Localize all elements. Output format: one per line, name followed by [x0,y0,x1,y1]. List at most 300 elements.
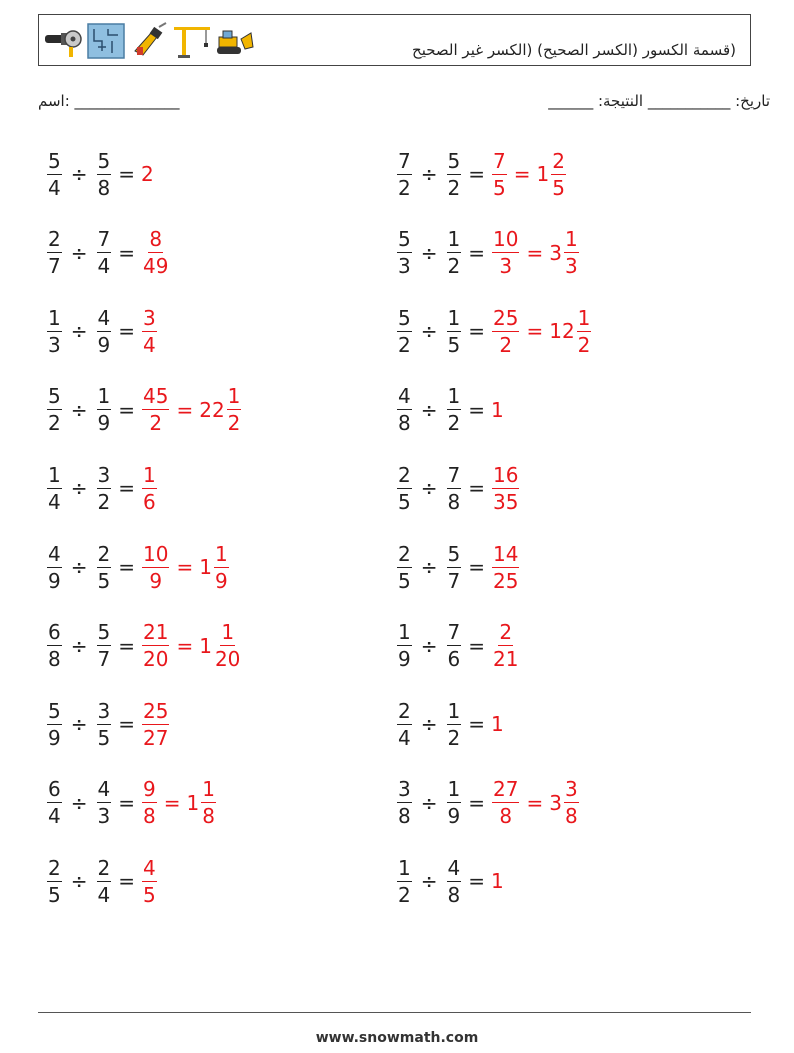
denominator: 7 [447,568,461,593]
equals-sign: = [118,397,135,422]
answer-integer: 1 [491,397,504,422]
problem-row [396,144,567,204]
answer-fraction [142,383,169,436]
denominator: 8 [398,411,411,436]
problem-row [396,380,504,440]
mixed-fraction [227,383,242,436]
problem-row [396,616,520,676]
denominator: 9 [214,568,228,593]
denominator: 9 [48,568,61,593]
dividend-fraction [397,148,412,201]
mixed-whole: 22 [199,397,225,422]
divisor-fraction [447,383,462,436]
dividend-fraction [47,541,62,594]
problem-row [396,458,520,518]
denominator: 5 [97,725,111,750]
numerator: 5 [48,384,61,409]
numerator: 1 [447,384,461,409]
answer [141,776,217,829]
divisor-fraction [97,855,112,908]
drill-icon [129,21,169,61]
denominator: 7 [97,647,111,672]
dividend-fraction [47,305,62,358]
dividend-fraction [397,226,412,279]
mixed-fraction [214,619,241,672]
dividend-fraction [397,305,412,358]
equals-sign: = [526,319,544,344]
denominator: 21 [493,647,519,672]
numerator: 45 [143,384,169,409]
answer-fraction [142,226,169,279]
numerator: 9 [143,777,156,802]
answer-fraction [492,462,519,515]
dividend-fraction [47,462,62,515]
numerator: 1 [398,620,411,645]
denominator: 4 [48,489,61,514]
denominator: 8 [398,804,411,829]
divide-sign: ÷ [70,319,88,344]
answer [141,619,242,672]
denominator: 9 [447,804,461,829]
crane-icon [172,21,212,61]
answer-fraction [142,619,169,672]
divide-sign: ÷ [420,476,438,501]
numerator: 7 [398,148,411,173]
equals-sign: = [118,240,135,265]
denominator: 3 [398,254,411,279]
denominator: 5 [447,332,461,357]
divide-sign: ÷ [420,712,438,737]
numerator: 2 [398,541,411,566]
denominator: 2 [97,489,111,514]
footer-divider [38,1012,751,1013]
numerator: 2 [97,855,111,880]
answer [141,855,158,908]
divisor-fraction [97,541,112,594]
problem-row [46,458,158,518]
equals-sign: = [176,397,194,422]
dividend-fraction [397,541,412,594]
answer [141,383,242,436]
denominator: 20 [143,647,169,672]
denominator: 8 [447,882,461,907]
numerator: 10 [143,541,169,566]
denominator: 3 [97,804,111,829]
numerator: 1 [143,462,156,487]
equals-sign: = [513,162,531,186]
problem-row [46,223,170,283]
equals-sign: = [118,790,135,815]
answer [141,305,158,358]
problem-row [46,301,158,361]
divide-sign: ÷ [420,790,438,815]
answer-fraction [142,541,169,594]
denominator: 8 [564,804,578,829]
answer [491,305,592,358]
answer-fraction [492,541,519,594]
problem-row [46,616,242,676]
divisor-fraction [97,226,112,279]
denominator: 5 [48,882,61,907]
numerator: 2 [552,148,565,173]
equals-sign: = [526,240,544,265]
numerator: 2 [48,227,61,252]
numerator: 4 [447,855,461,880]
numerator: 2 [499,620,513,645]
numerator: 6 [48,620,61,645]
mixed-whole: 1 [199,555,212,579]
mixed-whole: 1 [536,162,550,186]
divisor-fraction [97,462,112,515]
dividend-fraction [47,383,62,436]
problem-row [396,223,580,283]
denominator: 8 [143,804,156,829]
equals-sign: = [468,555,485,579]
mixed-fraction [201,776,216,829]
denominator: 2 [227,411,241,436]
divide-sign: ÷ [420,319,438,344]
divisor-fraction [447,776,462,829]
numerator: 1 [202,777,215,802]
equals-sign: = [468,869,485,894]
divide-sign: ÷ [420,397,438,422]
divide-sign: ÷ [70,712,88,737]
name-field: اسم: ______________ [38,92,180,110]
divide-sign: ÷ [70,397,88,422]
answer-fraction [492,305,519,358]
equals-sign: = [468,162,485,186]
divide-sign: ÷ [70,555,88,579]
divisor-fraction [97,776,112,829]
numerator: 1 [398,855,411,880]
answer [141,226,170,279]
numerator: 27 [493,777,519,802]
equals-sign: = [468,240,485,265]
numerator: 5 [447,541,461,566]
answer [491,541,520,594]
answer [491,148,567,201]
answer-integer: 1 [491,712,504,737]
numerator: 4 [97,777,111,802]
worksheet-title: (قسمة الكسور (الكسر الصحيح) (الكسر غير الصحيح [412,41,736,59]
dividend-fraction [47,698,62,751]
divide-sign: ÷ [420,869,438,894]
numerator: 5 [48,698,61,723]
equals-sign: = [468,712,485,737]
divisor-fraction [97,305,112,358]
equals-sign: = [118,712,135,737]
denominator: 4 [48,175,61,200]
dividend-fraction [397,462,412,515]
dividend-fraction [397,619,412,672]
answer-fraction [142,305,157,358]
equals-sign: = [468,790,485,815]
denominator: 8 [499,804,513,829]
denominator: 5 [97,568,111,593]
numerator: 1 [227,384,241,409]
denominator: 8 [97,175,111,200]
denominator: 4 [398,725,411,750]
divisor-fraction [447,619,462,672]
denominator: 2 [398,882,411,907]
mixed-whole: 3 [549,790,562,815]
answer-fraction [492,776,519,829]
denominator: 27 [143,725,169,750]
answer [491,869,504,894]
numerator: 4 [97,305,111,330]
numerator: 1 [97,384,111,409]
equals-sign: = [468,633,485,658]
equals-sign: = [118,319,135,344]
denominator: 5 [552,175,565,200]
divisor-fraction [447,698,462,751]
answer-fraction [142,855,157,908]
denominator: 9 [398,647,411,672]
equals-sign: = [163,790,181,815]
divisor-fraction [97,148,112,201]
mixed-whole: 3 [549,240,562,265]
problem-row [396,851,504,911]
divisor-fraction [447,462,462,515]
denominator: 3 [499,254,513,279]
header-icons [43,21,255,61]
divide-sign: ÷ [420,555,438,579]
denominator: 5 [398,568,411,593]
denominator: 9 [149,568,163,593]
divisor-fraction [97,383,112,436]
divide-sign: ÷ [70,790,88,815]
answer [491,619,520,672]
numerator: 5 [48,148,61,173]
bulldozer-icon [215,21,255,61]
numerator: 25 [143,698,169,723]
numerator: 5 [398,305,411,330]
numerator: 16 [493,462,519,487]
denominator: 4 [97,882,111,907]
numerator: 5 [97,148,111,173]
divide-sign: ÷ [420,162,438,186]
numerator: 5 [97,620,111,645]
equals-sign: = [118,476,135,501]
numerator: 2 [398,462,411,487]
answer-fraction [142,776,157,829]
equals-sign: = [118,633,135,658]
blueprint-icon [86,21,126,61]
footer-url: www.snowmath.com [315,1030,479,1046]
divide-sign: ÷ [420,633,438,658]
dividend-fraction [397,855,412,908]
numerator: 2 [97,541,111,566]
divisor-fraction [447,148,462,201]
denominator: 2 [398,332,411,357]
numerator: 3 [97,698,111,723]
numerator: 1 [221,620,235,645]
answer [491,462,520,515]
numerator: 4 [143,855,156,880]
denominator: 9 [97,411,111,436]
numerator: 3 [143,305,156,330]
equals-sign: = [468,397,485,422]
dividend-fraction [397,776,412,829]
denominator: 20 [214,647,241,672]
answer [491,712,504,737]
answer [141,164,154,184]
equals-sign: = [468,319,485,344]
answer [491,776,580,829]
numerator: 3 [564,777,578,802]
denominator: 3 [48,332,61,357]
denominator: 25 [493,568,519,593]
denominator: 2 [48,411,61,436]
denominator: 4 [143,332,156,357]
answer [491,397,504,422]
problem-row [396,301,592,361]
denominator: 2 [577,332,591,357]
dividend-fraction [47,619,62,672]
numerator: 1 [447,698,461,723]
numerator: 25 [493,305,519,330]
problem-row [46,144,154,204]
denominator: 4 [97,254,111,279]
denominator: 2 [447,175,461,200]
denominator: 5 [143,882,156,907]
divide-sign: ÷ [70,869,88,894]
numerator: 1 [48,462,61,487]
denominator: 8 [447,489,461,514]
mixed-fraction [564,776,579,829]
equals-sign: = [118,555,135,579]
answer [141,698,170,751]
denominator: 4 [48,804,61,829]
numerator: 1 [447,227,461,252]
numerator: 1 [214,541,228,566]
denominator: 5 [398,489,411,514]
mixed-fraction [564,226,579,279]
divisor-fraction [447,226,462,279]
denominator: 5 [493,175,506,200]
divisor-fraction [97,698,112,751]
denominator: 2 [499,332,513,357]
numerator: 7 [493,148,506,173]
answer [491,226,580,279]
mixed-whole: 12 [549,319,575,344]
numerator: 1 [564,227,578,252]
divisor-fraction [447,305,462,358]
answer-fraction [492,619,519,672]
denominator: 9 [48,725,61,750]
problem-row [46,537,230,597]
problem-row [46,380,242,440]
numerator: 2 [48,855,61,880]
problem-row [396,537,520,597]
denominator: 49 [143,254,169,279]
mixed-fraction [577,305,592,358]
numerator: 4 [48,541,61,566]
denominator: 3 [564,254,578,279]
numerator: 14 [493,541,519,566]
denominator: 2 [447,254,461,279]
divide-sign: ÷ [70,162,88,186]
numerator: 7 [447,462,461,487]
denominator: 2 [447,725,461,750]
answer [141,462,158,515]
dividend-fraction [397,383,412,436]
denominator: 9 [97,332,111,357]
numerator: 1 [447,777,461,802]
dividend-fraction [47,226,62,279]
numerator: 7 [447,620,461,645]
divide-sign: ÷ [70,240,88,265]
denominator: 2 [447,411,461,436]
denominator: 2 [398,175,411,200]
denominator: 7 [48,254,61,279]
mixed-whole: 1 [199,633,212,658]
divisor-fraction [447,541,462,594]
dividend-fraction [47,148,62,201]
divisor-fraction [447,855,462,908]
numerator: 1 [48,305,61,330]
mixed-fraction [551,148,566,201]
denominator: 35 [493,489,519,514]
denominator: 2 [149,411,163,436]
divide-sign: ÷ [420,240,438,265]
numerator: 2 [398,698,411,723]
numerator: 3 [398,777,411,802]
dividend-fraction [47,855,62,908]
denominator: 6 [447,647,461,672]
divide-sign: ÷ [70,476,88,501]
equals-sign: = [118,869,135,894]
dividend-fraction [397,698,412,751]
answer-fraction [142,698,169,751]
problem-row [46,773,217,833]
divisor-fraction [97,619,112,672]
answer [141,541,230,594]
date-score-field: ______ :تاريخ: ___________ النتيجة [548,92,770,110]
numerator: 8 [149,227,163,252]
angle-grinder-icon [43,21,83,61]
denominator: 8 [202,804,215,829]
numerator: 5 [447,148,461,173]
problem-row [396,694,504,754]
problem-row [46,851,158,911]
equals-sign: = [176,555,194,579]
mixed-whole: 1 [186,790,200,815]
numerator: 1 [447,305,461,330]
answer-integer: 1 [491,869,504,894]
mixed-fraction [214,541,229,594]
equals-sign: = [176,633,194,658]
numerator: 7 [97,227,111,252]
numerator: 4 [398,384,411,409]
numerator: 21 [143,620,169,645]
numerator: 3 [97,462,111,487]
equals-sign: = [118,162,135,186]
problem-row [46,694,170,754]
numerator: 1 [577,305,591,330]
answer-fraction [142,462,157,515]
denominator: 6 [143,489,156,514]
dividend-fraction [47,776,62,829]
equals-sign: = [468,476,485,501]
numerator: 5 [398,227,411,252]
problem-row [396,773,580,833]
answer-fraction [492,226,519,279]
numerator: 10 [493,227,519,252]
numerator: 6 [48,777,61,802]
worksheet-header [38,14,751,66]
equals-sign: = [526,790,544,815]
